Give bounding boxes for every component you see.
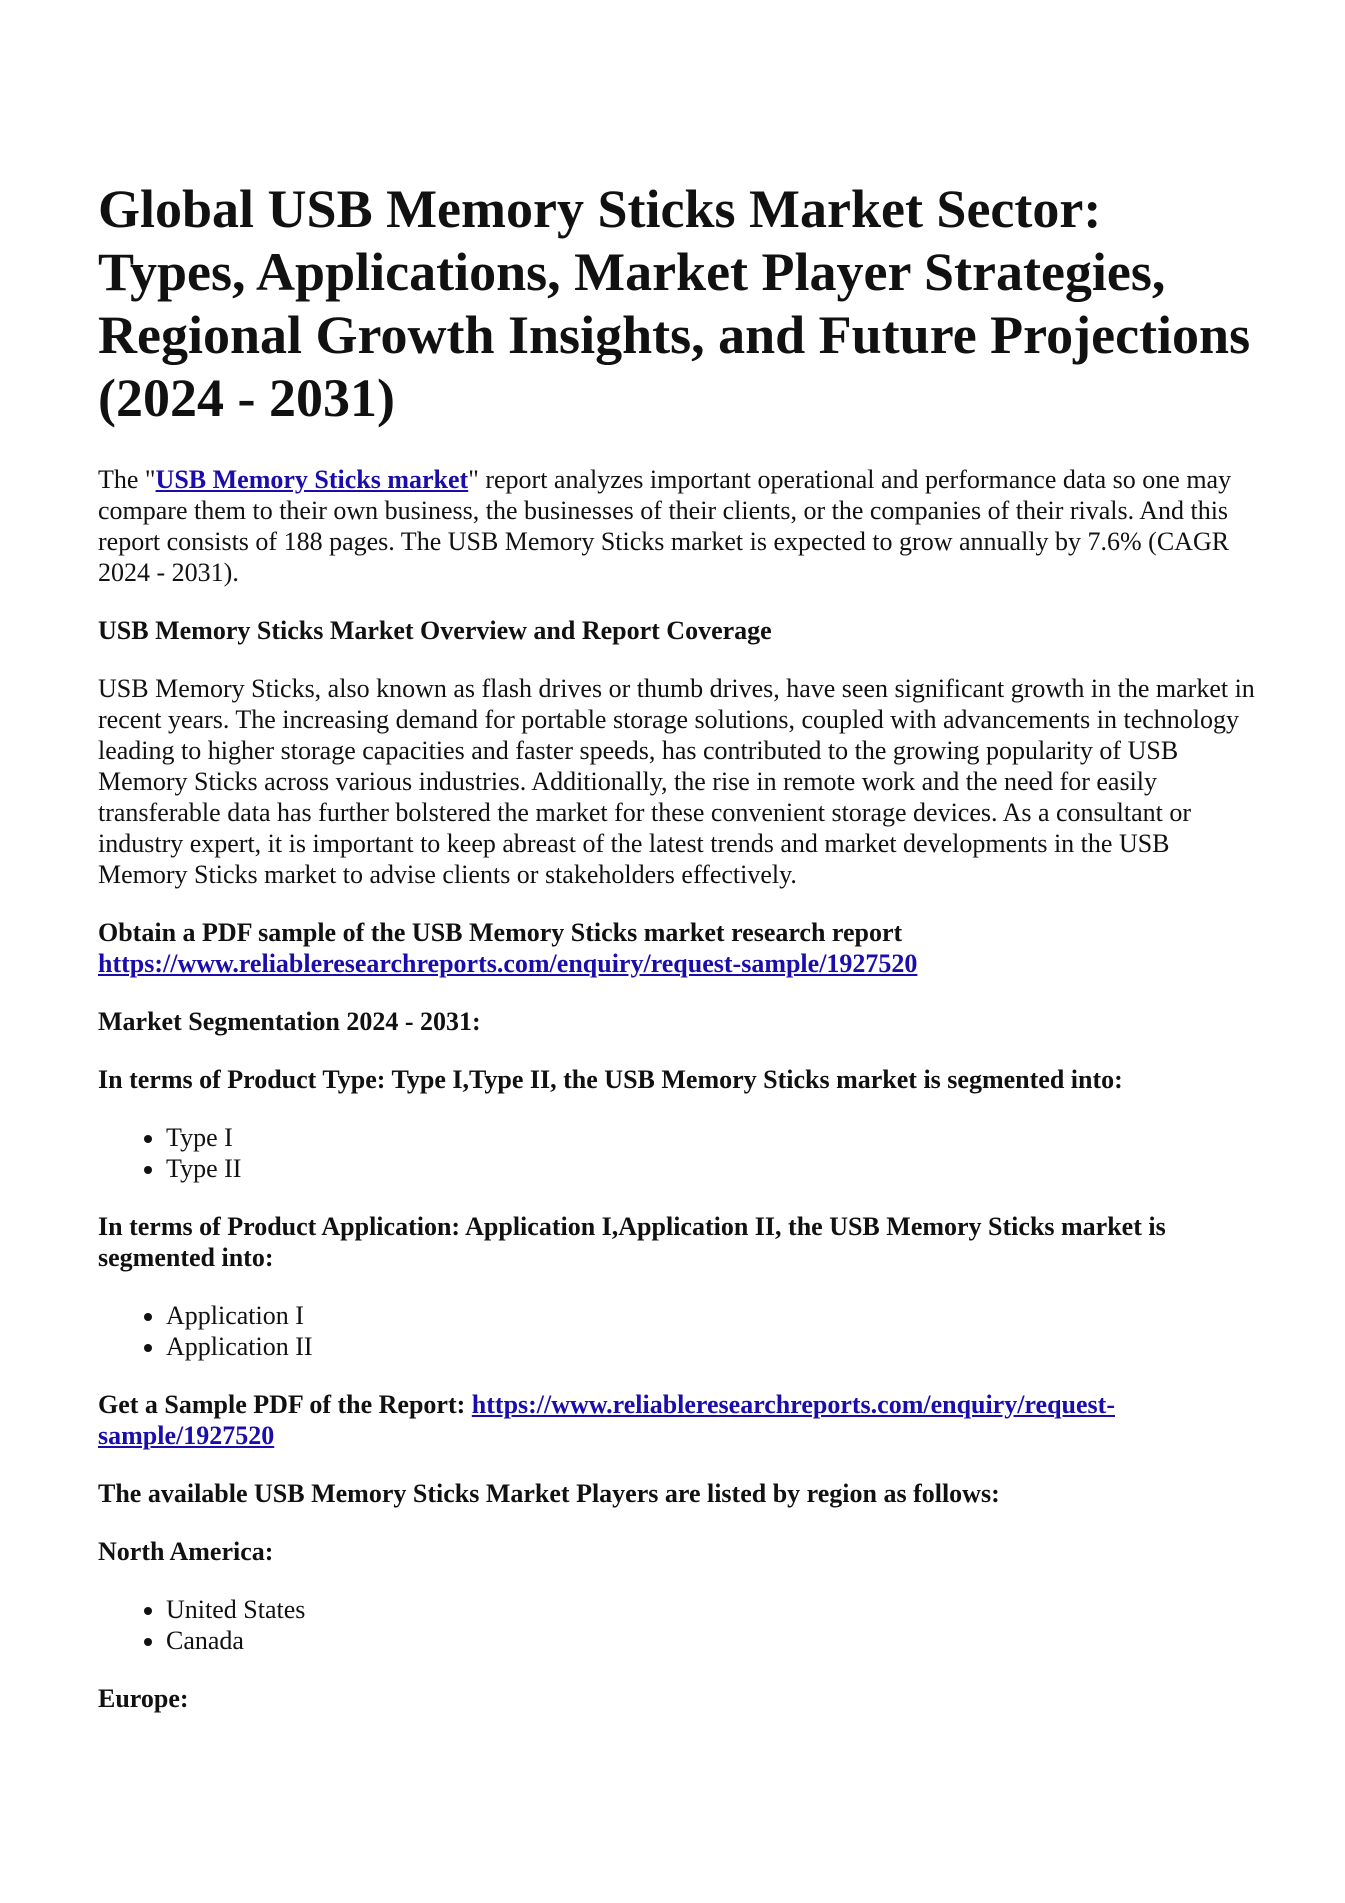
overview-heading: USB Memory Sticks Market Overview and Report Coverage: [98, 616, 772, 645]
sample-request-paragraph: [98, 917, 1258, 979]
application-heading: In terms of Product Application: Application I,Application II, the USB Memory Sticks market is segmented into:: [98, 1212, 1166, 1272]
market-report-link[interactable]: USB Memory Sticks market: [155, 465, 469, 494]
application-list: [98, 1300, 1258, 1362]
sample-request-link[interactable]: https://www.reliableresearchreports.com/enquiry/request-sample/1927520: [98, 949, 918, 978]
document-page: [98, 178, 1258, 1741]
list-item: • Type I: [166, 1122, 1258, 1153]
north-america-heading: North America:: [98, 1537, 274, 1566]
europe-heading: Europe:: [98, 1684, 189, 1713]
sample-pdf-link[interactable]: https://www.reliableresearchreports.com/enquiry/request-sample/1927520: [98, 1390, 1115, 1450]
intro-prefix: The ": [98, 465, 156, 494]
players-heading: The available USB Memory Sticks Market Players are listed by region as follows:: [98, 1479, 1000, 1508]
sample-pdf-text: Get a Sample PDF of the Report:: [98, 1390, 472, 1419]
page-title: Global USB Memory Sticks Market Sector: Types, Applications, Market Player Strategies, Regional Growth Insights, and Future Projections (2024 - 2031): [98, 179, 1251, 428]
north-america-list: [98, 1594, 1258, 1656]
product-type-heading: In terms of Product Type: Type I,Type II, the USB Memory Sticks market is segmented into:: [98, 1065, 1123, 1094]
list-item: • Application II: [166, 1331, 1258, 1362]
segmentation-heading: Market Segmentation 2024 - 2031:: [98, 1007, 481, 1036]
sample-pdf-paragraph: [98, 1389, 1258, 1451]
overview-paragraph: USB Memory Sticks, also known as flash drives or thumb drives, have seen significant growth in the market in recent years. The increasing demand for portable storage solutions, coupled with advancements in technology leading to higher storage capacities and faster speeds, has contributed to the growing popularity of USB Memory Sticks across various industries. Additionally, the rise in remote work and the need for easily transferable data has further bolstered the market for these convenient storage devices. As a consultant or industry expert, it is important to keep abreast of the latest trends and market developments in the USB Memory Sticks market to advise clients or stakeholders effectively.: [98, 674, 1255, 889]
product-type-list: [98, 1122, 1258, 1184]
intro-body: " report analyzes important operational and performance data so one may compare them to their own business, the businesses of their clients, or the companies of their rivals. And this report consists of 188 pages. The USB Memory Sticks market is expected to grow annually by 7.6% (CAGR 2024 - 2031).: [98, 465, 1232, 587]
intro-paragraph: [98, 464, 1258, 588]
list-item: • Type II: [166, 1153, 1258, 1184]
list-item: • Application I: [166, 1300, 1258, 1331]
list-item: • Canada: [166, 1625, 1258, 1656]
sample-request-text: Obtain a PDF sample of the USB Memory Sticks market research report: [98, 918, 903, 947]
list-item: • United States: [166, 1594, 1258, 1625]
